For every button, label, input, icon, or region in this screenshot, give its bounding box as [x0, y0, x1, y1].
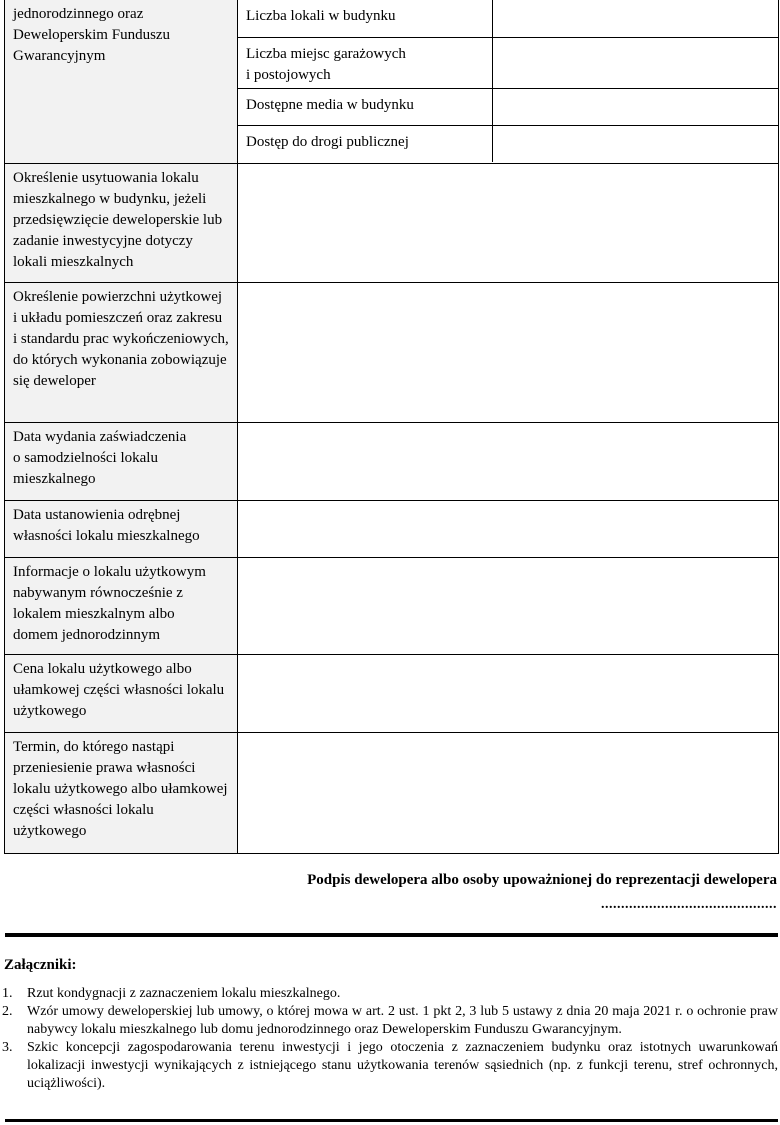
subtable-row — [238, 88, 778, 125]
list-item-text: Szkic koncepcji zagospodarowania terenu inwestycji i jego otoczenia z zaznaczeniem budynku oraz istotnych uwarunkowań lokalizacji inwestycji wynikających z istniejącego stanu użytkowania terenów sąsiednich (np. z funkcji terenu, stref ochronnych, uciążliwości). — [27, 1040, 778, 1091]
row-label: Termin, do którego nastąpi przeniesienie prawa własności lokalu użytkowego albo ułamkowej części własności lokalu użytkowego — [5, 732, 238, 853]
list-item-text: Rzut kondygnacji z zaznaczeniem lokalu mieszkalnego. — [27, 986, 341, 1001]
subtable-row — [238, 125, 778, 162]
table-row — [5, 557, 779, 654]
row-label: Data wydania zaświadczenia o samodzielności lokalu mieszkalnego — [5, 422, 238, 500]
table-row — [5, 500, 779, 557]
table-row — [5, 163, 779, 282]
attachments-title: Załączniki: — [4, 957, 77, 973]
divider — [5, 933, 778, 937]
developer-info-table — [4, 0, 779, 854]
table-row — [5, 654, 779, 732]
list-item — [2, 985, 778, 1003]
row-value[interactable] — [238, 557, 779, 654]
table-row — [5, 282, 779, 422]
row-label: Cena lokalu użytkowego albo ułamkowej części własności lokalu użytkowego — [5, 654, 238, 732]
subrow-value-utilities[interactable] — [492, 88, 778, 125]
row-value[interactable] — [238, 282, 779, 422]
attachments-list — [2, 985, 778, 1093]
table-row — [5, 422, 779, 500]
building-subtable — [238, 0, 778, 162]
subrow-label-utilities: Dostępne media w budynku — [238, 88, 492, 125]
subrow-value-parking[interactable] — [492, 37, 778, 88]
list-item — [2, 1039, 778, 1093]
building-subtable-cell — [238, 0, 779, 163]
row-value[interactable] — [238, 654, 779, 732]
row-label: Określenie usytuowania lokalu mieszkalnego w budynku, jeżeli przedsięwzięcie deweloperskie lub zadanie inwestycyjne dotyczy lokali mieszkalnych — [5, 163, 238, 282]
row-value[interactable] — [238, 422, 779, 500]
row-value[interactable] — [238, 732, 779, 853]
divider — [5, 1119, 778, 1122]
list-item-number: 2. — [2, 1004, 13, 1019]
list-item-number: 3. — [2, 1040, 13, 1055]
row-value[interactable] — [238, 500, 779, 557]
table-row — [5, 732, 779, 853]
signature-title: Podpis dewelopera albo osoby upoważnionej do reprezentacji dewelopera — [307, 872, 777, 888]
row-label: Określenie powierzchni użytkowej i układu pomieszczeń oraz zakresu i standardu prac wykończeniowych, do których wykonania zobowiązuje się deweloper — [5, 282, 238, 422]
subrow-value-units[interactable] — [492, 0, 778, 37]
subrow-label-parking: Liczba miejsc garażowych i postojowych — [238, 37, 492, 88]
list-item — [2, 1003, 778, 1039]
subtable-row — [238, 37, 778, 88]
table-row — [5, 0, 779, 163]
subrow-label-road-access: Dostęp do drogi publicznej — [246, 133, 409, 150]
subrow-value-road-access[interactable] — [492, 125, 778, 162]
row-value[interactable] — [238, 163, 779, 282]
list-item-number: 1. — [2, 986, 13, 1001]
subrow-label-units: Liczba lokali w budynku — [238, 0, 492, 37]
row-label: Informacje o lokalu użytkowym nabywanym równocześnie z lokalem mieszkalnym albo domem jednorodzinnym — [5, 557, 238, 654]
list-item-text: Wzór umowy deweloperskiej lub umowy, o której mowa w art. 2 ust. 1 pkt 2, 3 lub 5 ustawy z dnia 20 maja 2021 r. o ochronie praw nabywcy lokalu mieszkalnego lub domu jednorodzinnego oraz Deweloperskim Funduszu Gwarancyjnym. — [27, 1004, 778, 1037]
row-label: Data ustanowienia odrębnej własności lokalu mieszkalnego — [5, 500, 238, 557]
subtable-row — [238, 0, 778, 37]
signature-line[interactable]: ............................................ — [601, 897, 777, 912]
row-label: jednorodzinnego oraz Deweloperskim Funduszu Gwarancyjnym — [5, 0, 238, 163]
